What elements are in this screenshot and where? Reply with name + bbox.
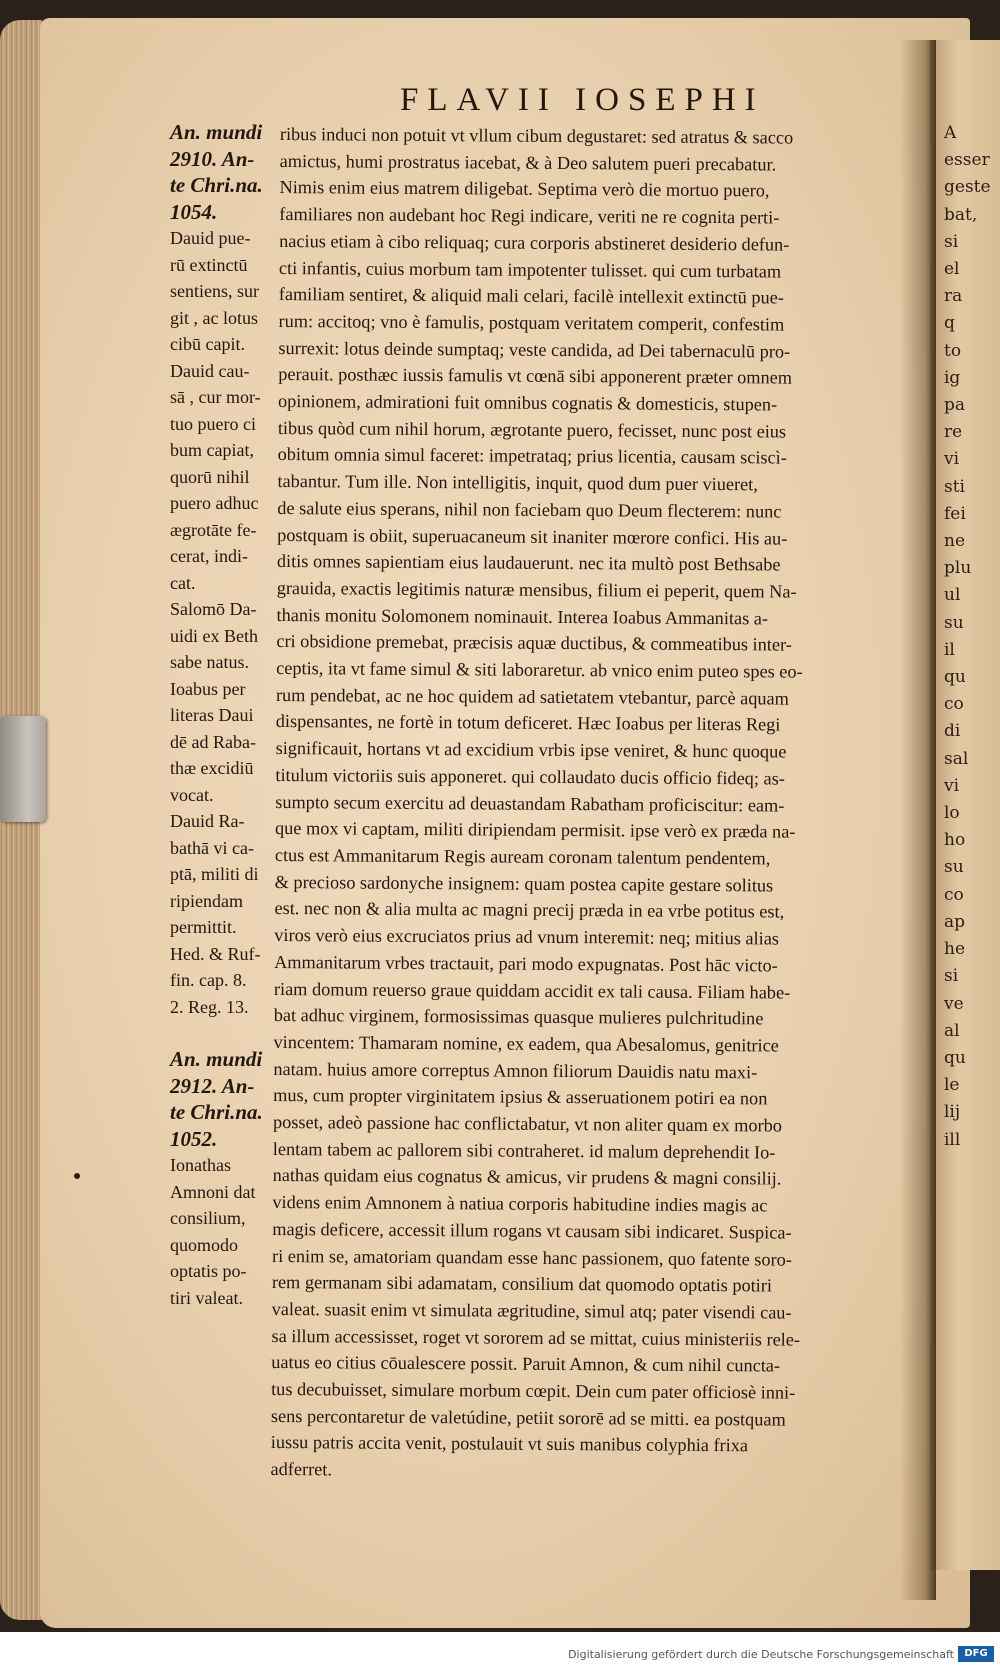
margin-notes bbox=[170, 119, 278, 1311]
body-line: magis deficere, accessit illum rogans vt causam sibi indicaret. Suspica- bbox=[272, 1218, 792, 1243]
dfg-logo: DFG bbox=[958, 1646, 994, 1662]
margin-note-line: Ioabus per bbox=[170, 678, 246, 699]
body-line: titulum victoriis suis apponeret. qui collaudato ducis officio fideq; as- bbox=[275, 764, 785, 789]
margin-note-line: 2910. An- bbox=[170, 146, 255, 171]
body-line: rum: accitoq; vno è famulis, postquam veritatem comperit, confestim bbox=[278, 310, 785, 335]
margin-note-line: sā , cur mor- bbox=[170, 387, 261, 407]
margin-note-line: An. mundi bbox=[170, 120, 263, 144]
body-line: rem germanam sibi adamatam, consilium dat quomodo optatis potiri bbox=[271, 1272, 773, 1296]
margin-note-line: te Chri.na. bbox=[170, 1100, 263, 1124]
body-line: sa illum accessisset, roget vt sororem ad se mittat, cuius ministeriis rele- bbox=[271, 1325, 801, 1350]
margin-note-line: Dauid Ra- bbox=[170, 811, 245, 831]
margin-note-line: te Chri.na. bbox=[170, 173, 263, 197]
body-line: & precioso sardonyche insignem: quam postea capite gestare solitus bbox=[274, 871, 774, 896]
margin-note-line: Ionathas bbox=[170, 1155, 231, 1175]
body-line: tabantur. Tum ille. Non intelligitis, inquit, quod dum puer viueret, bbox=[277, 471, 758, 495]
body-line: Nimis enim eius matrem diligebat. Septima verò die mortuo puero, bbox=[279, 177, 770, 201]
body-line: cri obsidione premebat, præcisis aquæ ductibus, & commeatibus inter- bbox=[276, 631, 792, 655]
body-line: videns enim Amnonem à natiua corporis habitudine indies magis ac bbox=[272, 1192, 768, 1216]
body-line: natam. huius amore correptus Amnon filiorum Dauidis natu maxi- bbox=[273, 1058, 758, 1082]
body-line: bat adhuc virginem, formosissimas quasque mulieres pulchritudine bbox=[273, 1005, 764, 1029]
margin-note-line: dē ad Raba- bbox=[170, 731, 256, 752]
body-line: cti infantis, cuius morbum tam impotenter tulisset. qui cum turbatam bbox=[278, 257, 782, 282]
body-line: ceptis, ita vt fame simul & siti laboraretur. ab vnico enim puteo spes eo- bbox=[276, 658, 803, 682]
page-clip bbox=[0, 716, 46, 822]
margin-note-line: rū extinctū bbox=[170, 254, 248, 275]
body-line: familiam sentiret, & aliquid mali celari, facilè intellexit extinctū pue- bbox=[278, 284, 784, 308]
margin-note-line: cerat, indi- bbox=[170, 546, 248, 566]
margin-note-line: 1052. bbox=[170, 1126, 218, 1151]
margin-note-line: Amnoni dat bbox=[170, 1181, 256, 1202]
body-line: riam domum reuerso graue quiddam accidit ex tali causa. Filiam habe- bbox=[273, 978, 791, 1003]
margin-note-line: quomodo bbox=[170, 1234, 239, 1255]
body-line: tus decubuisset, simulare morbum cœpit. Dein cum pater officiosè inni- bbox=[271, 1379, 796, 1403]
margin-note-line: thæ excidiū bbox=[170, 758, 254, 778]
body-line: thanis monitu Solomonem nominauit. Interea Ioabus Ammanitas a- bbox=[276, 604, 769, 629]
body-line: est. nec non & alia multa ac magni precij præda in ea vrbe potitus est, bbox=[274, 898, 785, 922]
body-line: iussu patris accita venit, postulauit vt suis manibus colyphia frixa bbox=[270, 1432, 749, 1456]
margin-note-line: bathā vi ca- bbox=[170, 837, 254, 858]
margin-note-line: vocat. bbox=[170, 784, 214, 805]
body-line: sens percontaretur de valetúdine, petiit sororē ad se mitti. ea postquam bbox=[270, 1405, 786, 1430]
body-line: nathas quidam eius cognatus & amicus, vir prudens & magni consilij. bbox=[272, 1165, 782, 1189]
body-line: ribus induci non potuit vt vllum cibum degustaret: sed atratus & sacco bbox=[279, 123, 794, 148]
body-line: familiares non audebant hoc Regi indicare, veriti ne re cognita perti- bbox=[279, 204, 780, 228]
body-line: perauit. posthæc iussis famulis vt cœnā sibi apponerent præter omnem bbox=[278, 364, 793, 388]
ink-dot bbox=[74, 1173, 80, 1179]
margin-note-line: cat. bbox=[170, 572, 196, 593]
margin-note-line: consilium, bbox=[170, 1208, 246, 1228]
margin-note-line: uidi ex Beth bbox=[170, 625, 258, 646]
body-text bbox=[270, 121, 919, 1487]
body-line: Ammanitarum vrbes tractauit, pari modo expugnatas. Post hāc victo- bbox=[274, 951, 778, 976]
body-line: opinionem, admirationi fuit omnibus cognatis & domesticis, stupen- bbox=[277, 391, 778, 415]
margin-note-line: tuo puero ci bbox=[170, 413, 256, 434]
body-line: ditis omnes sapientiam eius laudauerunt. nec ita multò post Bethsabe bbox=[276, 551, 781, 575]
running-header: FLAVII IOSEPHI bbox=[400, 82, 765, 118]
body-line: ctus est Ammanitarum Regis auream coronam talentum pendentem, bbox=[274, 844, 771, 869]
margin-note-line: sentiens, sur bbox=[170, 281, 259, 301]
body-line: vincentem: Thamaram nomine, ex eadem, qua Abesalomus, genitrice bbox=[273, 1031, 779, 1056]
body-line: surrexit: lotus deinde sumptaq; veste candida, ad Dei tabernaculū pro- bbox=[278, 337, 791, 362]
body-line: que mox vi captam, militi diripiendam permisit. ipse verò ex præda na- bbox=[274, 818, 796, 842]
margin-note-line: 2. Reg. 13. bbox=[170, 996, 249, 1017]
body-line: grauida, exactis legitimis naturæ mensibus, filium ei peperit, quem Na- bbox=[276, 577, 797, 602]
body-line: ri enim se, amatoriam quandam esse hanc passionem, quo fatente soro- bbox=[272, 1245, 792, 1270]
margin-note-line: 1054. bbox=[170, 199, 218, 224]
margin-note-line: An. mundi bbox=[170, 1047, 263, 1071]
margin-note-line: optatis po- bbox=[170, 1261, 247, 1281]
margin-note-line: quorū nihil bbox=[170, 466, 250, 487]
footer-bar bbox=[0, 1636, 1000, 1674]
margin-note-line: Salomō Da- bbox=[170, 599, 257, 619]
margin-note-line: Dauid cau- bbox=[170, 360, 250, 381]
body-line: mus, cum propter virginitatem ipsius & asseruationem potiri ea non bbox=[273, 1085, 768, 1109]
body-line: de salute eius sperans, nihil non faciebam quo Deum flecterem: nunc bbox=[277, 497, 782, 522]
body-line: significauit, hortans vt ad excidium vrbis ipse veniret, & hunc quoque bbox=[275, 738, 787, 762]
margin-note-line: Dauid pue- bbox=[170, 228, 251, 248]
margin-note-line: tiri valeat. bbox=[170, 1287, 243, 1308]
body-line: adferret. bbox=[270, 1459, 333, 1480]
margin-note-gap bbox=[170, 1020, 278, 1046]
margin-note-line: ripiendam bbox=[170, 890, 243, 911]
margin-note-line: fin. cap. 8. bbox=[170, 970, 247, 990]
margin-note-line: 2912. An- bbox=[170, 1073, 255, 1098]
body-line: amictus, humi prostratus iacebat, & à Deo salutem pueri precabatur. bbox=[279, 150, 777, 175]
body-line: posset, adeò passione hac conflictabatur, vt non aliter quam ex morbo bbox=[272, 1111, 783, 1136]
body-line: viros verò eius excruciatos prius ad vnum interemit: neq; mitius alias bbox=[274, 925, 780, 949]
body-line: obitum omnia simul faceret: impetrataq; prius licentia, causam sciscì- bbox=[277, 444, 787, 468]
margin-note-line: literas Daui bbox=[170, 705, 254, 725]
margin-note-line: ptā, militi di bbox=[170, 864, 259, 884]
margin-note-line: bum capiat, bbox=[170, 440, 254, 460]
facing-page-text: A esser geste bat, si el ra q to ig pa re vi sti fei ne plu ul su il qu co di sal vi lo ho su co ap he si ve al qu le lij ill bbox=[944, 123, 991, 1150]
body-line: uatus eo citius cōualescere possit. Paruit Amnon, & cum nihil cuncta- bbox=[271, 1352, 781, 1376]
body-line: rum pendebat, ac ne hoc quidem ad satietatem vtebantur, parcè aquam bbox=[275, 684, 790, 709]
body-line: sumpto secum exercitu ad deuastandam Rabatham proficiscitur: eam- bbox=[275, 791, 785, 816]
body-line: dispensantes, ne fortè in totum deficeret. Hæc Ioabus per literas Regi bbox=[275, 711, 781, 735]
body-line: tibus quòd cum nihil horum, ægrotante puero, fecisset, nunc post eius bbox=[277, 417, 787, 442]
body-line: nacius etiam à cibo reliquaq; cura corporis abstineret desiderio defun- bbox=[279, 230, 790, 255]
margin-note-line: permittit. bbox=[170, 917, 237, 937]
margin-note-line: ægrotāte fe- bbox=[170, 519, 257, 540]
funding-credit: Digitalisierung gefördert durch die Deutsche Forschungsgemeinschaft bbox=[568, 1648, 954, 1661]
margin-note-line: cibū capit. bbox=[170, 334, 245, 354]
margin-note-line: git , ac lotus bbox=[170, 307, 258, 328]
body-line: postquam is obiit, superuacaneum sit inaniter mœrore confici. His au- bbox=[277, 524, 788, 549]
margin-note-line: puero adhuc bbox=[170, 493, 259, 513]
margin-note-line: sabe natus. bbox=[170, 652, 249, 672]
margin-note-line: Hed. & Ruf- bbox=[170, 943, 261, 964]
body-line: valeat. suasit enim vt simulata ægritudine, simul atq; pater visendi cau- bbox=[271, 1298, 792, 1323]
body-line: lentam tabem ac pallorem sibi contraheret. id malum deprehendit Io- bbox=[272, 1138, 776, 1163]
